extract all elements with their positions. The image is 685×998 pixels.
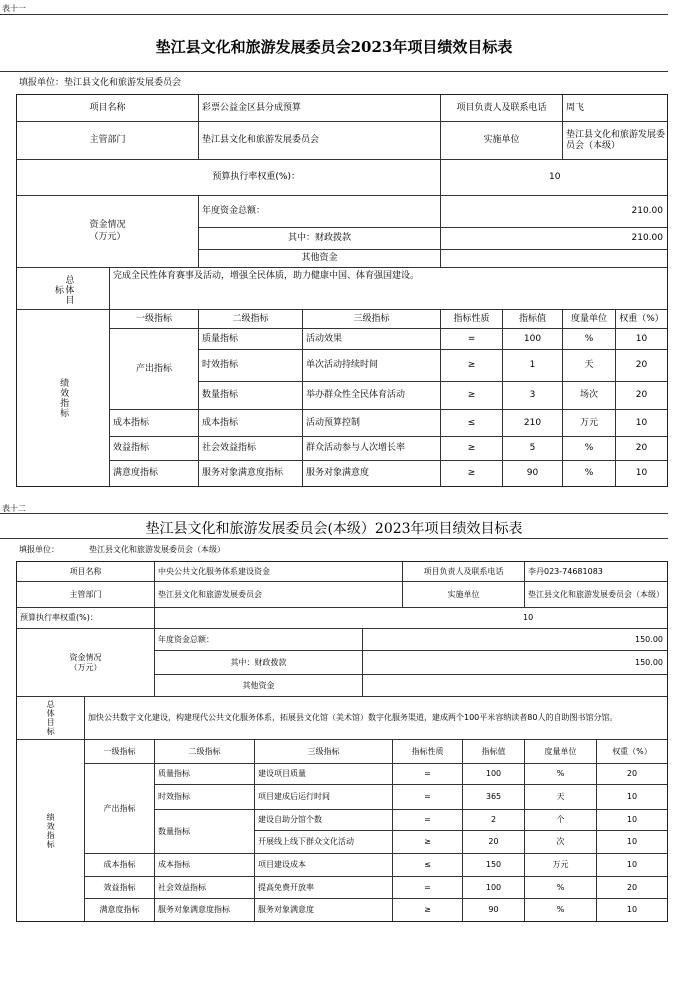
other-value <box>441 250 667 268</box>
table-row-weight: 10 <box>597 810 667 831</box>
table-row-unit: % <box>525 899 597 921</box>
perf-label: 绩效指标 <box>17 310 110 486</box>
table-row-nature: = <box>441 329 503 350</box>
table-row-unit: % <box>563 437 616 461</box>
header-l2: 二级指标 <box>155 740 255 764</box>
table-row-l2: 成本指标 <box>199 410 303 437</box>
table-row-l3: 活动效果 <box>303 329 441 350</box>
table-row-unit: % <box>563 329 616 350</box>
table-row-unit: 个 <box>525 810 597 831</box>
annual-label: 年度资金总额： <box>155 629 363 651</box>
output-indicator: 产出指标 <box>85 764 155 854</box>
fiscal-label: 其中：财政拨款 <box>155 651 363 675</box>
table-row-l2: 服务对象满意度指标 <box>199 461 303 486</box>
table-row-l2: 质量指标 <box>199 329 303 350</box>
table-row-unit: 万元 <box>563 410 616 437</box>
table-row-weight: 20 <box>597 764 667 785</box>
goal-label: 总体目标 <box>17 268 110 310</box>
goal-label: 总体目标 <box>17 697 85 740</box>
table-title: 垫江县文化和旅游发展委员会2023年项目绩效目标表 <box>155 38 513 56</box>
fund-unit: （万元） <box>89 231 126 242</box>
table-row-weight: 10 <box>635 468 648 479</box>
table-row-l2: 时效指标 <box>199 350 303 382</box>
fund-label-text: 资金情况 <box>89 220 126 231</box>
table-row-nature: ≥ <box>441 350 503 382</box>
table-row-l1: 效益指标 <box>85 877 155 899</box>
table-row-l3: 举办群众性全民体育活动 <box>303 382 441 410</box>
owner-label: 项目负责人及联系电话 <box>441 95 563 122</box>
table-row-nature: ≥ <box>441 382 503 410</box>
table-row-unit: 天 <box>525 785 597 810</box>
table-row-value: 1 <box>503 350 563 382</box>
other-label: 其他资金 <box>155 675 363 697</box>
filing-unit: 填报单位：垫江县文化和旅游发展委员会 <box>19 77 182 88</box>
table-row-l3: 服务对象满意度 <box>255 899 393 921</box>
table-row-value: 210 <box>503 410 563 437</box>
performance-table-1 <box>0 0 685 487</box>
table-row-nature: ≥ <box>393 899 463 921</box>
header-weight: 权重（%） <box>597 740 667 764</box>
filing-unit: 垫江县文化和旅游发展委员会（本级） <box>89 545 225 555</box>
table-row-l1: 满意度指标 <box>85 899 155 921</box>
header-l2: 二级指标 <box>199 310 303 329</box>
weight-value: 10 <box>441 160 667 196</box>
goal-text: 加快公共数字文化建设，构建现代公共文化服务体系，拓展县文化馆（美术馆）数字化服务渠道，建成两个100平米容纳读者80人的自助图书馆分馆。 <box>85 697 667 740</box>
table-row-nature: ≥ <box>441 437 503 461</box>
table-row-l3: 单次活动持续时间 <box>303 350 441 382</box>
impl-label: 实施单位 <box>441 122 563 160</box>
table-row-nature: ≤ <box>441 410 503 437</box>
fund-unit: （万元） <box>69 662 102 672</box>
fund-label <box>17 196 199 268</box>
table-row-l3: 活动预算控制 <box>303 410 441 437</box>
project-name-label: 项目名称 <box>17 95 199 122</box>
table-row-l3: 建设项目质量 <box>255 764 393 785</box>
table-row-l1: 成本指标 <box>110 410 199 437</box>
table-row-value: 100 <box>463 764 525 785</box>
impl-label: 实施单位 <box>403 582 525 608</box>
dept: 垫江县文化和旅游发展委员会 <box>155 582 403 608</box>
table-row-l2: 质量指标 <box>155 764 255 785</box>
table-row-value: 100 <box>503 329 563 350</box>
table-row-l2: 服务对象满意度指标 <box>155 899 255 921</box>
header-l1: 一级指标 <box>85 740 155 764</box>
table-row-unit: % <box>525 764 597 785</box>
table-row-nature: = <box>393 810 463 831</box>
table-row-l3: 项目建成后运行时间 <box>255 785 393 810</box>
fund-label-text: 资金情况 <box>69 652 102 662</box>
annual-value: 150.00 <box>363 629 667 651</box>
table-row-weight: 10 <box>626 905 638 915</box>
header-nature: 指标性质 <box>441 310 503 329</box>
table-row-weight: 20 <box>597 877 667 899</box>
table-title: 垫江县文化和旅游发展委员会(本级）2023年项目绩效目标表 <box>145 521 523 537</box>
performance-table-2 <box>0 500 685 930</box>
weight-label: 预算执行率权重(%)： <box>17 608 155 629</box>
table-row-l3: 群众活动参与人次增长率 <box>303 437 441 461</box>
dept-label: 主管部门 <box>17 122 199 160</box>
project-name: 中央公共文化服务体系建设资金 <box>155 562 403 582</box>
header-l3: 三级指标 <box>255 740 393 764</box>
owner: 李丹023-74681083 <box>525 562 667 582</box>
header-value: 指标值 <box>503 310 563 329</box>
dept: 垫江县文化和旅游发展委员会 <box>199 122 441 160</box>
header-unit: 度量单位 <box>525 740 597 764</box>
owner-label: 项目负责人及联系电话 <box>403 562 525 582</box>
table-row-value: 90 <box>503 461 563 486</box>
table-row-nature: = <box>393 764 463 785</box>
dept-label: 主管部门 <box>17 582 155 608</box>
table-row-nature: = <box>393 877 463 899</box>
table-row-unit: % <box>525 877 597 899</box>
table-row-l1: 满意度指标 <box>110 461 199 486</box>
impl-unit: 垫江县文化和旅游发展委员会（本级） <box>563 122 667 160</box>
table-row-value: 100 <box>463 877 525 899</box>
table-tag: 表十二 <box>2 504 26 513</box>
table-row-l2: 时效指标 <box>155 785 255 810</box>
table-row-weight: 10 <box>597 854 667 877</box>
header-unit: 度量单位 <box>563 310 616 329</box>
project-name: 彩票公益金区县分成预算 <box>199 95 441 122</box>
table-row-l2: 成本指标 <box>155 854 255 877</box>
project-name-label: 项目名称 <box>17 562 155 582</box>
table-row-unit: 天 <box>563 350 616 382</box>
table-row-nature: ≤ <box>393 854 463 877</box>
other-value <box>363 675 667 697</box>
table-row-weight: 10 <box>597 785 667 810</box>
table-tag: 表十一 <box>2 4 26 13</box>
owner: 周飞 <box>563 95 667 122</box>
table-row-unit: 次 <box>525 831 597 854</box>
table-row-value: 3 <box>503 382 563 410</box>
weight-label: 预算执行率权重(%)： <box>17 160 441 196</box>
table-row-nature: ≥ <box>393 831 463 854</box>
table-row-unit: 万元 <box>525 854 597 877</box>
annual-value: 210.00 <box>441 196 667 228</box>
table-row-l1: 成本指标 <box>85 854 155 877</box>
table-row-l1: 效益指标 <box>110 437 199 461</box>
table-row-l2: 社会效益指标 <box>199 437 303 461</box>
goal-text: 完成全民性体育赛事及活动，增强全民体质，助力健康中国、体育强国建设。 <box>110 268 667 310</box>
fiscal-value: 150.00 <box>363 651 667 675</box>
table-row-unit: 场次 <box>563 382 616 410</box>
table-row-value: 90 <box>463 899 525 921</box>
table-row-value: 20 <box>463 831 525 854</box>
table-row-weight: 10 <box>597 831 667 854</box>
table-row-l3: 建设自助分馆个数 <box>255 810 393 831</box>
fund-label <box>17 629 155 697</box>
table-row-weight: 20 <box>616 350 667 382</box>
annual-label: 年度资金总额： <box>199 196 441 228</box>
impl-unit: 垫江县文化和旅游发展委员会（本级） <box>525 582 667 608</box>
table-row-l3: 服务对象满意度 <box>303 461 441 486</box>
table-row-l3: 提高免费开放率 <box>255 877 393 899</box>
table-row-value: 365 <box>463 785 525 810</box>
perf-label: 绩效指标 <box>17 740 85 921</box>
weight-value: 10 <box>155 608 667 629</box>
table-row-weight: 10 <box>616 410 667 437</box>
filing-unit-label: 填报单位： <box>19 545 59 555</box>
table-row-weight: 20 <box>616 437 667 461</box>
table-row-l2: 数量指标 <box>199 382 303 410</box>
header-l1: 一级指标 <box>110 310 199 329</box>
other-label: 其他资金 <box>199 250 441 268</box>
fiscal-value: 210.00 <box>441 228 667 250</box>
header-nature: 指标性质 <box>393 740 463 764</box>
table-row-l3: 项目建设成本 <box>255 854 393 877</box>
table-row-value: 150 <box>463 854 525 877</box>
table-row-nature: ≥ <box>441 461 503 486</box>
table-row-l2: 社会效益指标 <box>155 877 255 899</box>
table-row-value: 5 <box>503 437 563 461</box>
table-row-unit: % <box>563 461 616 486</box>
header-weight: 权重（%） <box>616 310 667 329</box>
table-row-l2: 数量指标 <box>155 810 255 854</box>
header-l3: 三级指标 <box>303 310 441 329</box>
table-row-l3: 开展线上线下群众文化活动 <box>255 831 393 854</box>
header-value: 指标值 <box>463 740 525 764</box>
table-row-value: 2 <box>463 810 525 831</box>
fiscal-label: 其中：财政拨款 <box>199 228 441 250</box>
table-row-weight: 10 <box>616 329 667 350</box>
table-row-nature: = <box>393 785 463 810</box>
output-indicator: 产出指标 <box>110 329 199 410</box>
table-row-weight: 20 <box>616 382 667 410</box>
